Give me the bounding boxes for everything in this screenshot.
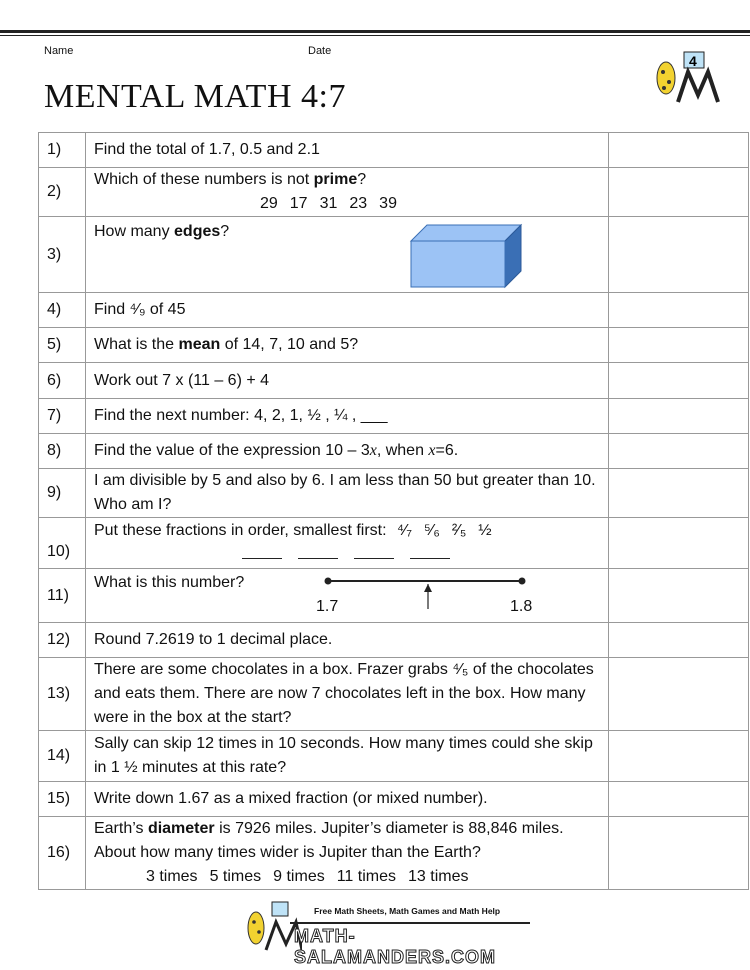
options (94, 192, 600, 216)
question-number: 8) (39, 434, 86, 469)
question-number: 10) (39, 518, 86, 569)
answer-box[interactable] (609, 817, 749, 890)
bold-term: diameter (147, 820, 215, 837)
question-text (85, 217, 608, 293)
question-text: Work out 7 x (11 – 6) + 4 (85, 363, 608, 399)
question-text: Sally can skip 12 times in 10 seconds. How many times could she skip in 1 ½ minutes at this rate? (85, 731, 608, 782)
fraction: ²⁄₅ (451, 522, 467, 539)
line-start-label: 1.7 (315, 598, 339, 615)
answer-blanks[interactable] (94, 543, 600, 567)
question-text: Find the total of 1.7, 0.5 and 2.1 (85, 133, 608, 168)
question-row (39, 817, 749, 890)
salamander-logo-icon (648, 50, 720, 104)
question-number: 15) (39, 782, 86, 817)
question-number: 7) (39, 399, 86, 434)
text: What is this number? (93, 574, 245, 591)
question-number: 2) (39, 168, 86, 217)
text: Which of these numbers is not (93, 171, 314, 188)
question-text (85, 518, 608, 569)
question-row (39, 168, 749, 217)
fraction: ⁴⁄₇ (397, 522, 413, 539)
questions-table (38, 132, 749, 890)
question-row (39, 569, 749, 623)
text: Put these fractions in order, smallest first: (93, 522, 387, 539)
variable: x (428, 442, 436, 459)
question-text: There are some chocolates in a box. Frazer grabs ⁴⁄₅ of the chocolates and eats them. There are now 7 chocolates left in the box. How many were in the box at the start? (85, 658, 608, 731)
answer-box[interactable] (609, 217, 749, 293)
question-number: 12) (39, 623, 86, 658)
question-number: 9) (39, 469, 86, 518)
question-text (85, 434, 608, 469)
answer-box[interactable] (609, 399, 749, 434)
text: of 14, 7, 10 and 5? (220, 336, 359, 353)
answer-box[interactable] (609, 133, 749, 168)
question-number: 6) (39, 363, 86, 399)
question-number: 11) (39, 569, 86, 623)
answer-box[interactable] (609, 731, 749, 782)
grade-number: 4 (689, 53, 697, 69)
question-text: Find ⁴⁄₉ of 45 (85, 293, 608, 328)
question-number: 5) (39, 328, 86, 363)
question-text: Find the next number: 4, 2, 1, ½ , ¼ , ___ (85, 399, 608, 434)
option: 31 (319, 195, 338, 212)
option: 17 (289, 195, 308, 212)
option: 9 times (273, 868, 325, 885)
answer-box[interactable] (609, 658, 749, 731)
option: 11 times (336, 868, 396, 885)
top-rule-thin (0, 35, 750, 36)
option: 39 (379, 195, 397, 212)
question-row (39, 133, 749, 168)
options (94, 865, 600, 889)
cuboid-diagram (409, 223, 524, 289)
answer-box[interactable] (609, 782, 749, 817)
text: ? (357, 171, 367, 188)
fraction: ½ (478, 522, 492, 539)
text: is 7926 miles. Jupiter’s diameter is 88,846 miles. About how many times wider is Jupiter than the Earth? (93, 820, 564, 861)
question-text (85, 168, 608, 217)
answer-box[interactable] (609, 518, 749, 569)
question-number: 16) (39, 817, 86, 890)
date-label: Date (308, 45, 332, 57)
text: Earth’s (93, 820, 148, 837)
question-text (85, 817, 608, 890)
answer-box[interactable] (609, 469, 749, 518)
bold-term: edges (174, 223, 221, 240)
footer-rule (290, 922, 530, 924)
question-row (39, 658, 749, 731)
question-text: I am divisible by 5 and also by 6. I am less than 50 but greater than 10. Who am I? (85, 469, 608, 518)
top-rule (0, 30, 750, 33)
text: What is the (93, 336, 179, 353)
answer-box[interactable] (609, 168, 749, 217)
question-row (39, 217, 749, 293)
question-text (85, 328, 608, 363)
question-number: 4) (39, 293, 86, 328)
text: How many (93, 223, 175, 240)
answer-box[interactable] (609, 434, 749, 469)
answer-box[interactable] (609, 328, 749, 363)
question-text (85, 569, 608, 623)
question-row (39, 623, 749, 658)
bold-term: mean (178, 336, 221, 353)
text: ? (220, 223, 230, 240)
question-text: Write down 1.67 as a mixed fraction (or mixed number). (85, 782, 608, 817)
text: , when (376, 442, 429, 459)
question-row (39, 731, 749, 782)
question-row (39, 434, 749, 469)
option: 13 times (408, 868, 469, 885)
option: 5 times (209, 868, 262, 885)
answer-box[interactable] (609, 363, 749, 399)
fractions (391, 522, 498, 539)
question-row (39, 363, 749, 399)
footer-logo (242, 898, 542, 967)
question-number: 3) (39, 217, 86, 293)
question-number: 13) (39, 658, 86, 731)
line-end-label: 1.8 (509, 598, 533, 615)
question-text: Round 7.2619 to 1 decimal place. (85, 623, 608, 658)
footer-tagline: Free Math Sheets, Math Games and Math Help (314, 906, 501, 916)
salamander-icon (242, 900, 302, 952)
number-line (322, 575, 532, 615)
name-label: Name (44, 45, 74, 57)
question-row (39, 328, 749, 363)
question-number: 1) (39, 133, 86, 168)
answer-box[interactable] (609, 569, 749, 623)
text: Find the value of the expression 10 – 3 (93, 442, 370, 459)
answer-box[interactable] (609, 623, 749, 658)
page-title: MENTAL MATH 4:7 (44, 78, 346, 115)
answer-box[interactable] (609, 293, 749, 328)
option: 3 times (145, 868, 198, 885)
question-row (39, 782, 749, 817)
question-number: 14) (39, 731, 86, 782)
footer-site-name: MATH-SALAMANDERS.COM (294, 926, 496, 967)
option: 23 (349, 195, 368, 212)
question-row (39, 469, 749, 518)
question-row (39, 399, 749, 434)
question-row (39, 293, 749, 328)
question-row (39, 518, 749, 569)
fraction: ⁵⁄₆ (424, 522, 440, 539)
option: 29 (259, 195, 278, 212)
bold-term: prime (313, 171, 358, 188)
text: =6. (435, 442, 459, 459)
variable: x (369, 442, 377, 459)
